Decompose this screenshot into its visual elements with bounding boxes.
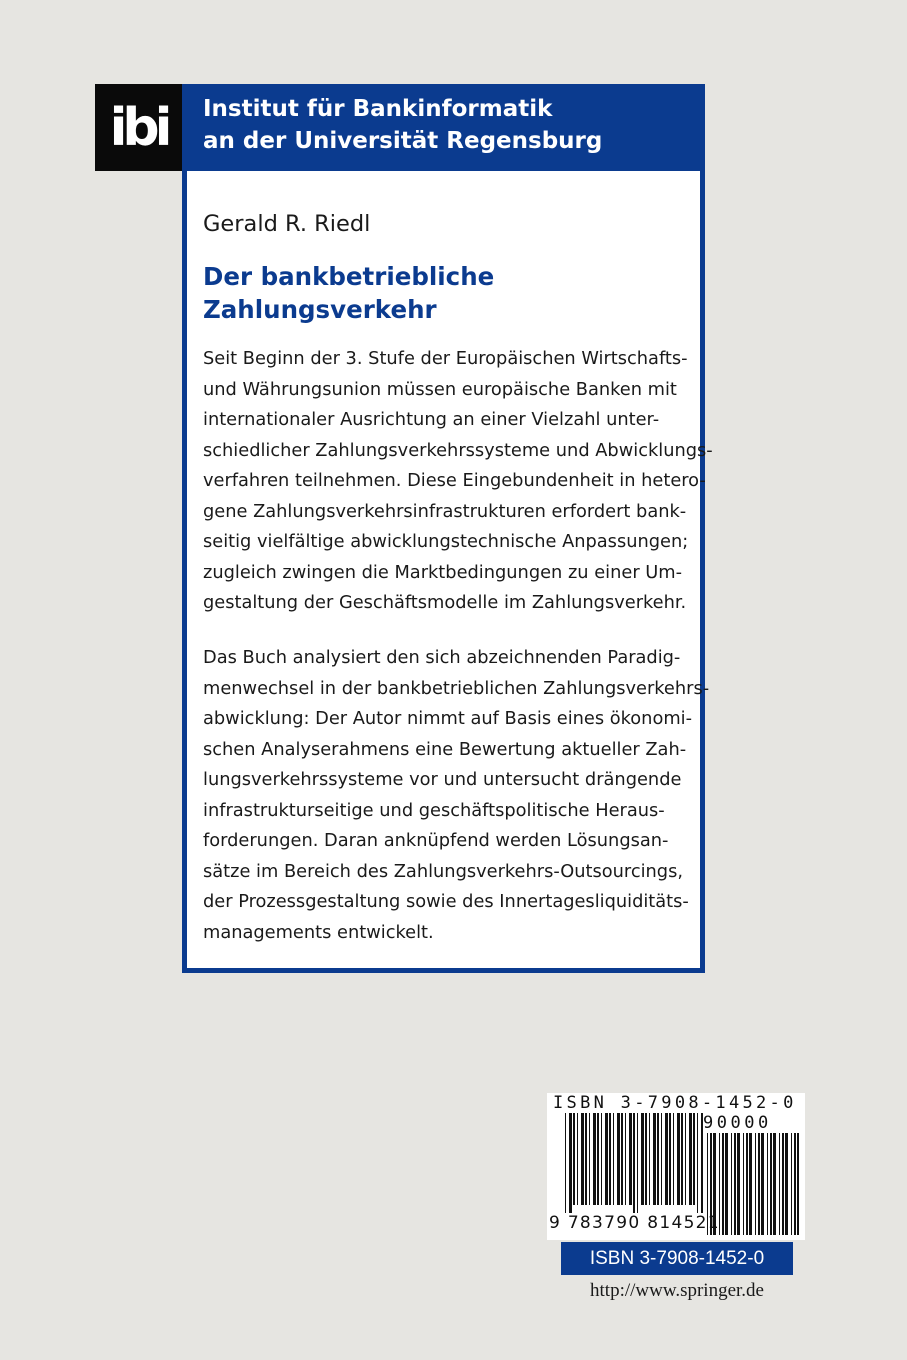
text-line: zugleich zwingen die Marktbedingungen zu einer Um- (203, 561, 683, 583)
text-line: forderungen. Daran anknüpfend werden Lösungsan- (203, 830, 669, 851)
barcode-stripe (589, 1113, 590, 1205)
barcode-stripe (665, 1113, 668, 1205)
text-line: der Prozessgestaltung sowie des Innertagesliquiditäts- (203, 891, 689, 912)
text-line: seitig vielfältige abwicklungstechnische Anpassungen; (203, 531, 689, 552)
text-line: internationaler Ausrichtung an einer Vielzahl unter- (203, 409, 660, 430)
text-line: und Währungsunion müssen europäische Banken mit (203, 378, 677, 400)
barcode-stripe (657, 1113, 659, 1205)
barcode-stripe (605, 1113, 608, 1205)
barcode-stripe (601, 1113, 602, 1205)
text-line: gestaltung der Geschäftsmodelle im Zahlungsverkehr. (203, 592, 687, 613)
barcode-stripe (725, 1133, 728, 1235)
text-line: Das Buch analysiert den sich abzeichnenden Paradig- (203, 647, 681, 668)
barcode-stripe (625, 1113, 626, 1205)
barcode-stripe (613, 1113, 614, 1205)
barcode-stripe (673, 1113, 674, 1205)
book-title (203, 260, 494, 326)
barcode-stripe (593, 1113, 596, 1205)
ibi-logo (95, 84, 182, 171)
barcode-stripe (661, 1113, 662, 1205)
barcode (547, 1093, 805, 1240)
description-panel (182, 171, 713, 973)
barcode-stripe (641, 1113, 644, 1205)
barcode-addon-digits: 90000 (703, 1113, 772, 1133)
barcode-stripe (785, 1133, 788, 1235)
barcode-stripe (734, 1133, 736, 1235)
institute-name-line2: an der Universität Regensburg (203, 128, 603, 154)
barcode-stripe (577, 1113, 578, 1205)
barcode-stripe (573, 1113, 575, 1205)
barcode-stripe (645, 1113, 647, 1205)
barcode-stripe (755, 1133, 756, 1235)
barcode-stripe (597, 1113, 599, 1205)
text-line: infrastrukturseitige und geschäftspolitische Heraus- (203, 799, 665, 821)
barcode-stripe (701, 1113, 703, 1213)
barcode-stripe (770, 1133, 772, 1235)
institute-name-line1: Institut für Bankinformatik (203, 96, 553, 122)
text-line: managements entwickelt. (203, 921, 434, 943)
barcode-stripe (773, 1133, 776, 1235)
logo-text: ibi (109, 97, 168, 158)
barcode-stripe (782, 1133, 784, 1235)
barcode-stripe (585, 1113, 587, 1205)
barcode-stripe (569, 1113, 572, 1213)
barcode-stripe (653, 1113, 656, 1205)
text-line: verfahren teilnehmen. Diese Eingebundenheit in hetero- (203, 470, 706, 491)
author-name: Gerald R. Riedl (203, 211, 371, 237)
barcode-stripe (649, 1113, 650, 1205)
barcode-stripe (737, 1133, 740, 1235)
barcode-stripe (794, 1133, 796, 1235)
barcode-stripe (637, 1113, 638, 1213)
barcode-stripe (609, 1113, 611, 1205)
barcode-stripe (633, 1113, 635, 1213)
barcode-stripe (743, 1133, 744, 1235)
text-line: schen Analyserahmens eine Bewertung aktueller Zah- (203, 738, 687, 760)
institute-header (182, 84, 705, 171)
barcode-stripe (758, 1133, 760, 1235)
barcode-stripe (693, 1113, 695, 1205)
barcode-stripe (722, 1133, 724, 1235)
barcode-isbn-text: ISBN 3-7908-1452-0 (553, 1093, 797, 1113)
barcode-stripe (779, 1133, 780, 1235)
barcode-stripe (761, 1133, 764, 1235)
barcode-stripe (767, 1133, 768, 1235)
text-line: Seit Beginn der 3. Stufe der Europäischen Wirtschafts- (203, 348, 688, 369)
barcode-stripe (565, 1113, 566, 1213)
barcode-stripe (677, 1113, 680, 1205)
barcode-stripe (791, 1133, 792, 1235)
barcode-stripe (697, 1113, 698, 1213)
barcode-stripe (731, 1133, 732, 1235)
barcode-stripe (746, 1133, 748, 1235)
isbn-label: ISBN 3-7908-1452-0 (561, 1242, 793, 1275)
text-line: gene Zahlungsverkehrsinfrastrukturen erfordert bank- (203, 500, 687, 522)
description-paragraph-1 (203, 344, 713, 619)
text-line: schiedlicher Zahlungsverkehrssysteme und Abwicklungs- (203, 439, 713, 461)
barcode-stripe (681, 1113, 683, 1205)
text-line: menwechsel in der bankbetrieblichen Zahlungsverkehrs- (203, 677, 710, 699)
barcode-stripe (749, 1133, 752, 1235)
description-paragraph-2 (203, 643, 710, 948)
barcode-stripe (629, 1113, 632, 1205)
publisher-url: http://www.springer.de (590, 1280, 764, 1301)
barcode-stripe (685, 1113, 686, 1205)
barcode-stripe (581, 1113, 584, 1205)
barcode-ean-digits: 9 783790 814521 (549, 1213, 720, 1233)
barcode-stripe (797, 1133, 799, 1235)
barcode-stripe (617, 1113, 620, 1205)
text-line: lungsverkehrssysteme vor und untersucht drängende (203, 769, 682, 790)
text-line: abwicklung: Der Autor nimmt auf Basis eines ökonomi- (203, 708, 693, 729)
book-title-line: Der bankbetriebliche (203, 262, 495, 291)
book-title-line: Zahlungsverkehr (203, 295, 437, 324)
barcode-stripe (621, 1113, 623, 1205)
barcode-stripe (689, 1113, 692, 1205)
text-line: sätze im Bereich des Zahlungsverkehrs-Outsourcings, (203, 860, 684, 882)
barcode-stripe (669, 1113, 671, 1205)
